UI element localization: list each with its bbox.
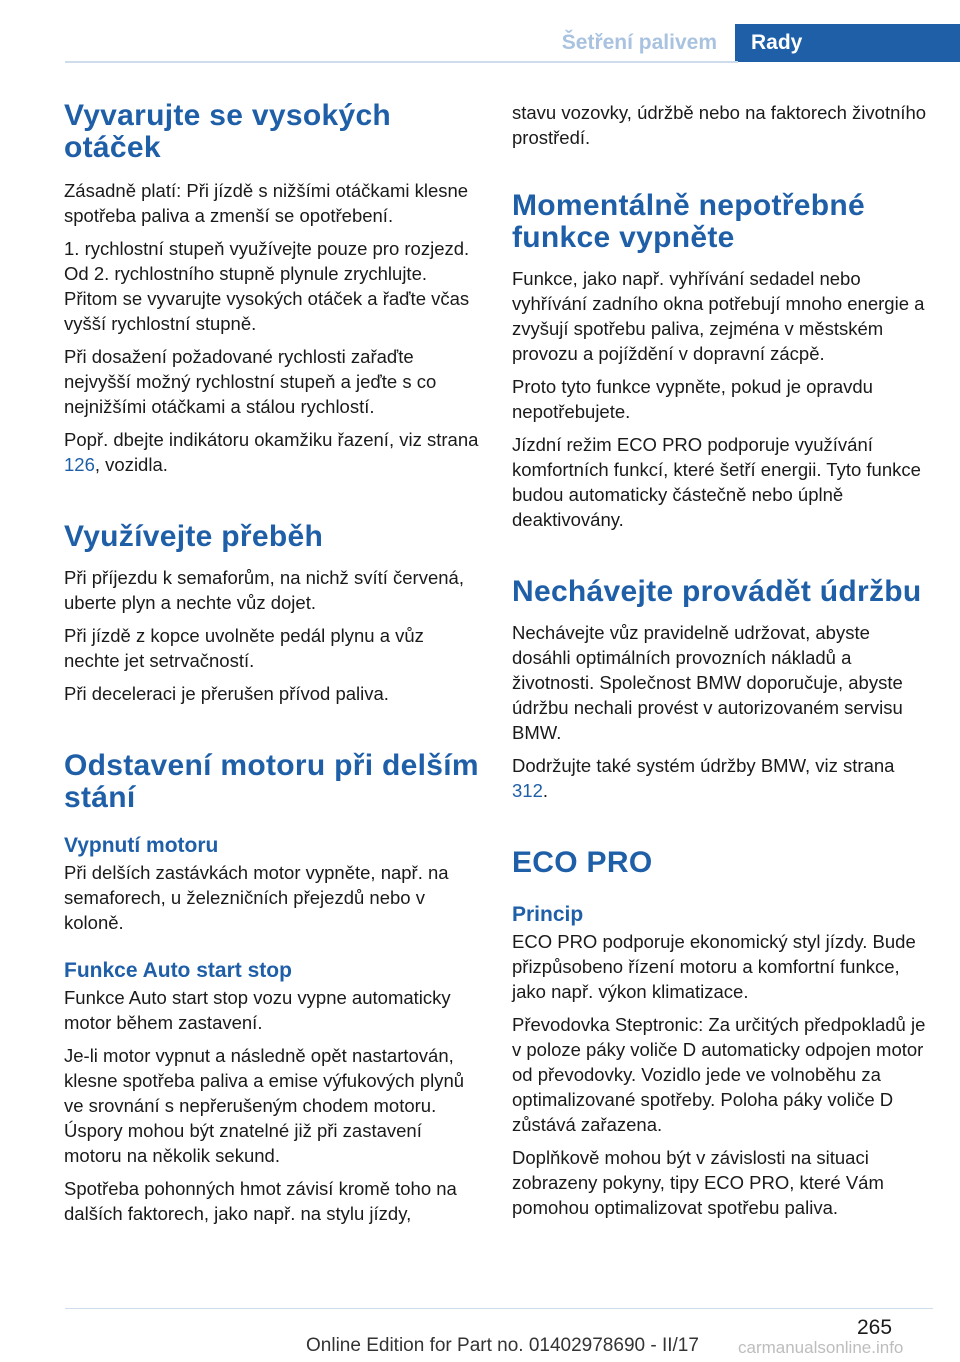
page-link-312[interactable]: 312: [512, 780, 543, 801]
text: .: [542, 780, 549, 801]
paragraph: Funkce, jako např. vyhřívání sedadel nebo vyhřívání zadního okna potřebují mnoho energie a zvyšují spotřebu paliva, zejména v městském provozu a pojíždění v dopravní zácpě.: [512, 268, 925, 364]
paragraph: Při dosažení požadované rychlosti zařaďte nejvyšší možný rychlostní stupeň a jeďte s co nejnižšími otáčkami a stálou rychlostí.: [64, 346, 437, 417]
heading-maintenance: Nechávejte provádět údržbu: [512, 575, 922, 608]
section-tab[interactable]: Šetření palivem: [544, 24, 735, 62]
paragraph: Doplňkově mohou být v závislosti na situaci zobrazeny pokyny, tipy ECO PRO, které Vám pomohou optimalizovat spotřebu paliva.: [512, 1147, 884, 1218]
text: Dodržujte také systém údržby BMW, viz strana: [512, 755, 895, 776]
heading-high-revs: Vyvarujte se vysokých otáček: [64, 99, 392, 164]
paragraph: Při delších zastávkách motor vypněte, např. na semaforech, u železničních přejezdů nebo v koloně.: [64, 862, 449, 933]
left-column: [64, 100, 484, 1234]
subheading-principle: Princip: [512, 903, 584, 926]
footer-divider: [65, 1308, 933, 1309]
paragraph: [64, 427, 484, 477]
paragraph: Nechávejte vůz pravidelně udržovat, abyste dosáhli optimálních provozních nákladů a životnosti. Společnost BMW doporučuje, abyste údržbu nechali provést v autorizovaném servisu BMW.: [512, 622, 903, 743]
heading-eco-pro: ECO PRO: [512, 846, 653, 879]
header-tabs: [544, 24, 960, 62]
paragraph: Proto tyto funkce vypněte, pokud je opravdu nepotřebujete.: [512, 376, 873, 422]
paragraph: [512, 753, 932, 803]
paragraph: ECO PRO podporuje ekonomický styl jízdy. Bude přizpůsobeno řízení motoru a komfortní funkce, jako např. výkon klimatizace.: [512, 931, 916, 1002]
paragraph: Funkce Auto start stop vozu vypne automaticky motor během zastavení.: [64, 987, 451, 1033]
right-column: [512, 100, 932, 1228]
page-link-126[interactable]: 126: [64, 454, 95, 475]
watermark: carmanualsonline.info: [738, 1338, 904, 1357]
heading-coasting: Využívejte přeběh: [64, 520, 324, 553]
paragraph: Při deceleraci je přerušen přívod paliva.: [64, 683, 389, 704]
heading-unneeded-functions: Momentálně nepotřebné funkce vypněte: [512, 189, 865, 254]
paragraph: stavu vozovky, údržbě nebo na faktorech životního prostředí.: [512, 102, 927, 148]
text: Popř. dbejte indikátoru okamžiku řazení, viz strana: [64, 429, 479, 450]
paragraph: Jízdní režim ECO PRO podporuje využívání komfortních funkcí, které šetří energii. Tyto funkce budou automaticky částečně nebo úplně deaktivovány.: [512, 434, 921, 530]
paragraph: Je-li motor vypnut a následně opět nastartován, klesne spotřeba paliva a emise výfukových plynů ve srovnání s nepřerušeným chodem motoru. Úspory mohou být znatelné již při zastavení motoru na několik sekund.: [64, 1045, 465, 1166]
paragraph: Spotřeba pohonných hmot závisí kromě toho na dalších faktorech, jako např. na stylu jízdy,: [64, 1178, 457, 1224]
paragraph: Zásadně platí: Při jízdě s nižšími otáčkami klesne spotřeba paliva a zmenší se opotřebení.: [64, 180, 469, 226]
paragraph: Převodovka Steptronic: Za určitých předpokladů je v poloze páky voliče D automaticky odpojen motor od převodovky. Vozidlo jede ve volnoběhu za optimalizované spotřeby. Poloha páky voliče D zůstává zařazena.: [512, 1014, 926, 1135]
page-number: 265: [857, 1316, 893, 1339]
paragraph: Při příjezdu k semaforům, na nichž svítí červená, uberte plyn a nechte vůz dojet.: [64, 567, 464, 613]
edition-note: Online Edition for Part no. 01402978690 - II/17: [306, 1335, 699, 1356]
heading-engine-off: Odstavení motoru při delším stání: [64, 749, 479, 814]
subheading-engine-shutdown: Vypnutí motoru: [64, 834, 219, 857]
header-divider: [65, 61, 738, 63]
text: , vozidla.: [94, 454, 168, 475]
paragraph: Při jízdě z kopce uvolněte pedál plynu a vůz nechte jet setrvačností.: [64, 625, 424, 671]
chapter-tab[interactable]: Rady: [735, 24, 960, 62]
subheading-auto-start-stop: Funkce Auto start stop: [64, 959, 292, 982]
paragraph: 1. rychlostní stupeň využívejte pouze pro rozjezd. Od 2. rychlostního stupně plynule zrychlujte. Přitom se vyvarujte vysokých otáček a řaďte včas vyšší rychlostní stupně.: [64, 238, 470, 334]
